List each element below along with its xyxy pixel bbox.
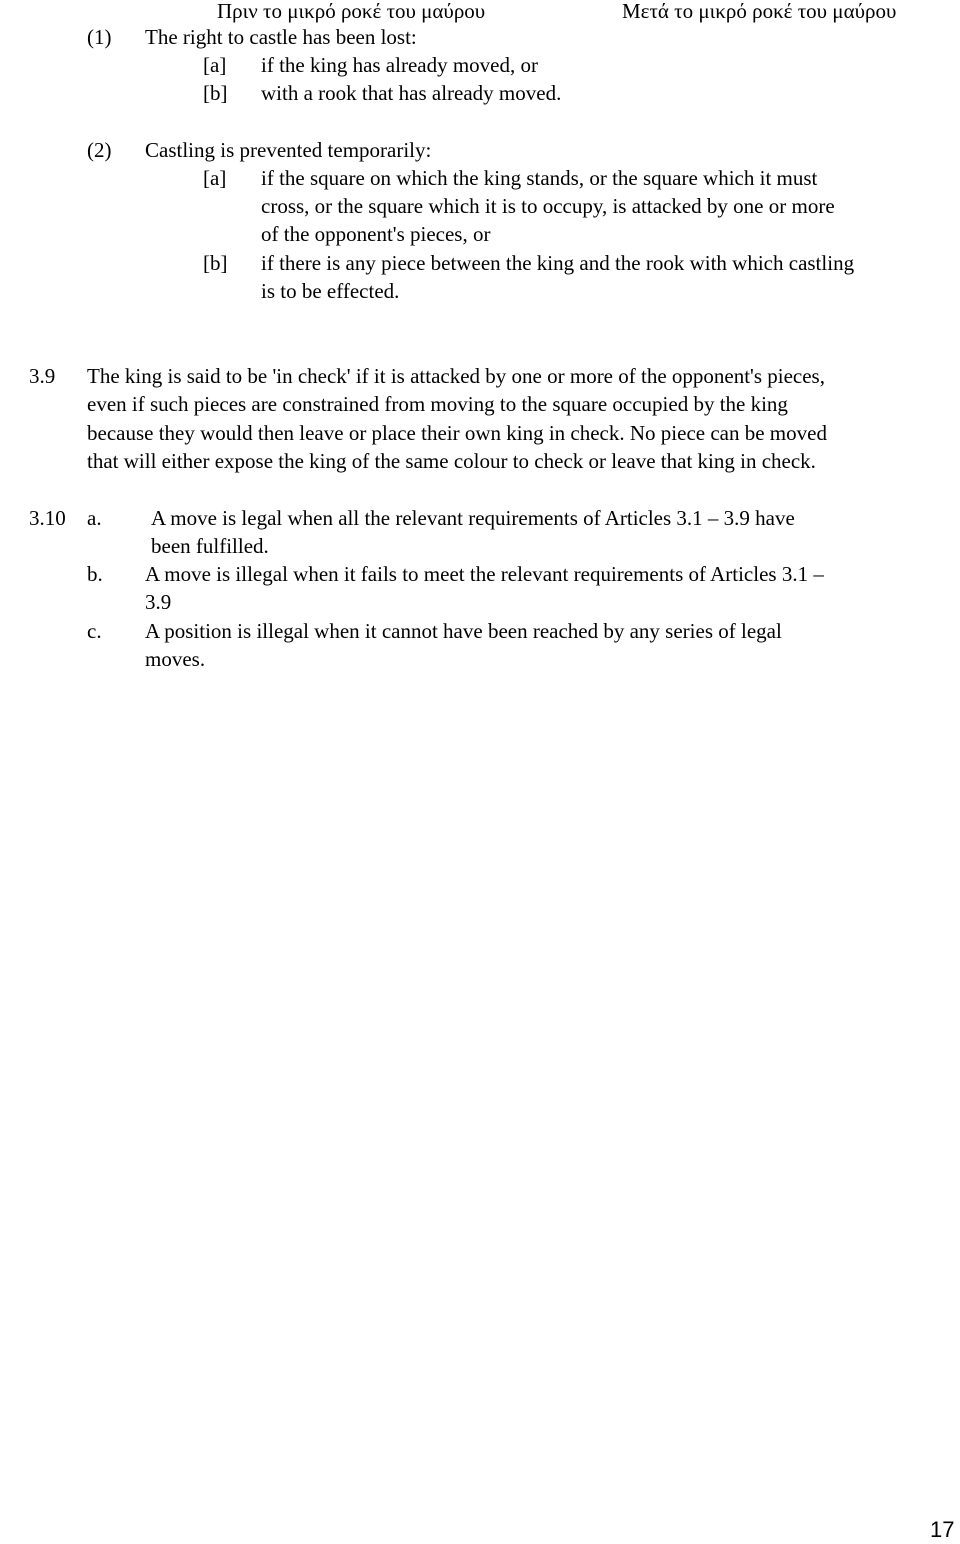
page-number: 17	[930, 1517, 955, 1542]
item-text: Castling is prevented temporarily:	[145, 138, 432, 162]
subitem-line: cross, or the square which it is to occupy, is attacked by one or more	[261, 194, 835, 218]
subitem-text: if the king has already moved, or	[261, 53, 538, 77]
caption-after-castling: Μετά το μικρό ροκέ του μαύρου	[622, 0, 897, 23]
item-number: (2)	[87, 138, 112, 162]
clause-label: c.	[87, 619, 102, 643]
item-text: The right to castle has been lost:	[145, 25, 417, 49]
caption-before-castling: Πριν το μικρό ροκέ του μαύρου	[217, 0, 486, 23]
item-number: (1)	[87, 25, 112, 49]
subitem-label: [b]	[203, 81, 228, 105]
clause-line: moves.	[145, 647, 206, 671]
article-line: because they would then leave or place their own king in check. No piece can be moved	[87, 421, 827, 445]
article-line: The king is said to be 'in check' if it is attacked by one or more of the opponent's pieces,	[87, 364, 825, 388]
clause-line: been fulfilled.	[151, 534, 269, 558]
subitem-label: [a]	[203, 53, 227, 77]
subitem-text: with a rook that has already moved.	[261, 81, 562, 105]
clause-line: 3.9	[145, 590, 172, 614]
subitem-line: is to be effected.	[261, 279, 400, 303]
clause-label: a.	[87, 506, 102, 530]
subitem-label: [b]	[203, 251, 228, 275]
subitem-label: [a]	[203, 166, 227, 190]
subitem-line: of the opponent's pieces, or	[261, 222, 491, 246]
clause-line: A move is illegal when it fails to meet the relevant requirements of Articles 3.1 –	[145, 562, 824, 586]
clause-label: b.	[87, 562, 103, 586]
article-line: that will either expose the king of the same colour to check or leave that king in check.	[87, 449, 816, 473]
clause-line: A position is illegal when it cannot have been reached by any series of legal	[145, 619, 782, 643]
clause-line: A move is legal when all the relevant requirements of Articles 3.1 – 3.9 have	[151, 506, 795, 530]
subitem-line: if there is any piece between the king and the rook with which castling	[261, 251, 855, 275]
article-number: 3.10	[29, 506, 66, 530]
article-number: 3.9	[29, 364, 56, 388]
subitem-line: if the square on which the king stands, or the square which it must	[261, 166, 818, 190]
article-line: even if such pieces are constrained from moving to the square occupied by the king	[87, 392, 788, 416]
